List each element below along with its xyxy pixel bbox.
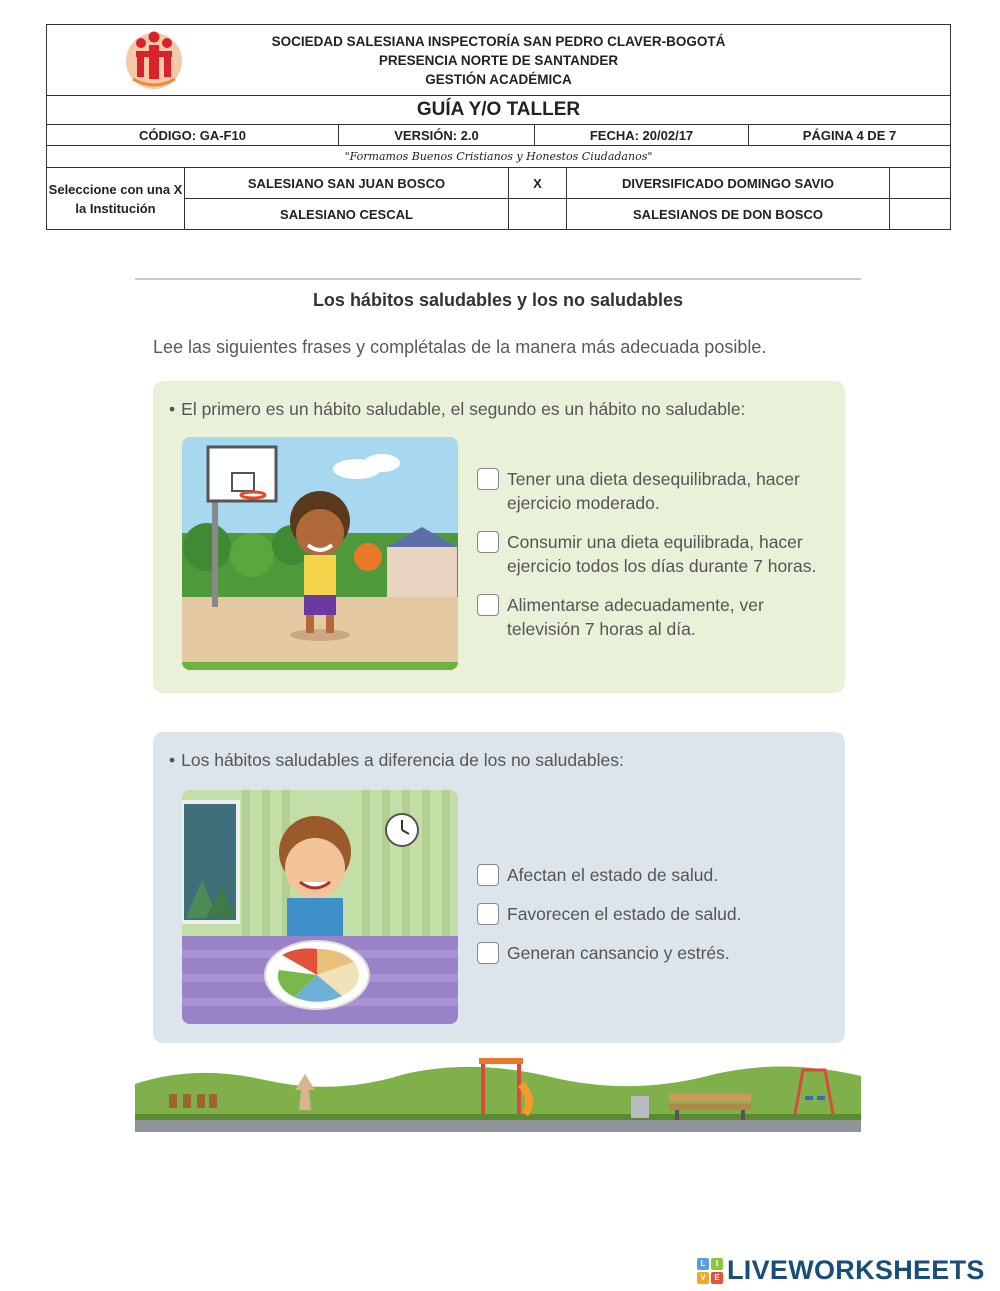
answer-option[interactable]	[477, 941, 837, 965]
answer-option-text: Afectan el estado de salud.	[507, 865, 719, 885]
motto: "Formamos Buenos Cristianos y Honestos Ciudadanos"	[47, 146, 950, 168]
institution-line-1: SOCIEDAD SALESIANA INSPECTORÍA SAN PEDRO CLAVER-BOGOTÁ	[271, 34, 726, 49]
salesian-logo-icon	[123, 27, 185, 93]
document-version: VERSIÓN: 2.0	[339, 125, 535, 145]
answer-option-text: Tener una dieta desequilibrada, hacer ejercicio moderado.	[507, 469, 800, 513]
document-code: CÓDIGO: GA-F10	[47, 125, 339, 145]
answer-option-text: Favorecen el estado de salud.	[507, 904, 742, 924]
document-page: PÁGINA 4 DE 7	[802, 127, 897, 143]
institution-line-3: GESTIÓN ACADÉMICA	[425, 72, 572, 87]
question-prompt-text: El primero es un hábito saludable, el segundo es un hábito no saludable:	[181, 399, 746, 419]
answer-option-text: Generan cansancio y estrés.	[507, 943, 730, 963]
header-table	[46, 24, 951, 230]
brand-tile: E	[711, 1272, 723, 1284]
liveworksheets-logo	[697, 1255, 985, 1286]
answer-option-text: Alimentarse adecuadamente, ver televisión 7 horas al día.	[507, 595, 764, 639]
park-border-illustration	[135, 1044, 861, 1132]
institution-option-name: SALESIANOS DE DON BOSCO	[567, 199, 890, 229]
institution-row	[47, 25, 950, 96]
document-meta-row	[47, 125, 950, 146]
institution-option-mark[interactable]	[890, 168, 950, 198]
institution-option-mark[interactable]	[509, 199, 567, 229]
institution-option-mark[interactable]: X	[509, 168, 567, 198]
institution-option-name: SALESIANO SAN JUAN BOSCO	[185, 168, 509, 198]
answer-option-text: Consumir una dieta equilibrada, hacer ejercicio todos los días durante 7 horas.	[507, 532, 817, 576]
question-card-1	[153, 381, 845, 693]
institution-select-label: Seleccione con una X la Institución	[47, 168, 185, 229]
institution-option-name: SALESIANO CESCAL	[185, 199, 509, 229]
brand-tile: V	[697, 1272, 709, 1284]
brand-tiles	[697, 1258, 723, 1284]
divider	[135, 278, 861, 280]
question-prompt: • El primero es un hábito saludable, el segundo es un hábito no saludable:	[169, 399, 746, 419]
answer-option[interactable]	[477, 863, 837, 887]
brand-tile: I	[711, 1258, 723, 1270]
worksheet-title: Los hábitos saludables y los no saludables	[312, 290, 684, 310]
brand-tile: L	[697, 1258, 709, 1270]
answer-checkbox[interactable]	[477, 903, 499, 925]
answer-option[interactable]	[477, 467, 837, 515]
answer-checkbox[interactable]	[477, 468, 499, 490]
brand-name: LIVEWORKSHEETS	[727, 1255, 985, 1285]
document-title: GUÍA Y/O TALLER	[47, 96, 950, 125]
institution-selector	[47, 168, 950, 229]
question-card-2	[153, 732, 845, 1043]
answer-checkbox[interactable]	[477, 531, 499, 553]
answer-checkbox[interactable]	[477, 594, 499, 616]
question-prompt-text: Los hábitos saludables a diferencia de los no saludables:	[181, 750, 624, 770]
institution-option-name: DIVERSIFICADO DOMINGO SAVIO	[567, 168, 890, 198]
institution-option-mark[interactable]	[890, 199, 950, 229]
answer-checkbox[interactable]	[477, 864, 499, 886]
worksheet-instruction: Lee las siguientes frases y complétalas de la manera más adecuada posible.	[153, 337, 767, 357]
answer-option[interactable]	[477, 530, 837, 578]
basketball-kid-illustration	[182, 437, 458, 670]
question-prompt: • Los hábitos saludables a diferencia de los no saludables:	[169, 750, 624, 770]
answer-option[interactable]	[477, 593, 837, 641]
answer-option[interactable]	[477, 902, 837, 926]
document-date: FECHA: 20/02/17	[535, 125, 749, 145]
answer-checkbox[interactable]	[477, 942, 499, 964]
institution-line-2: PRESENCIA NORTE DE SANTANDER	[378, 53, 619, 68]
kid-eating-illustration	[182, 790, 458, 1024]
